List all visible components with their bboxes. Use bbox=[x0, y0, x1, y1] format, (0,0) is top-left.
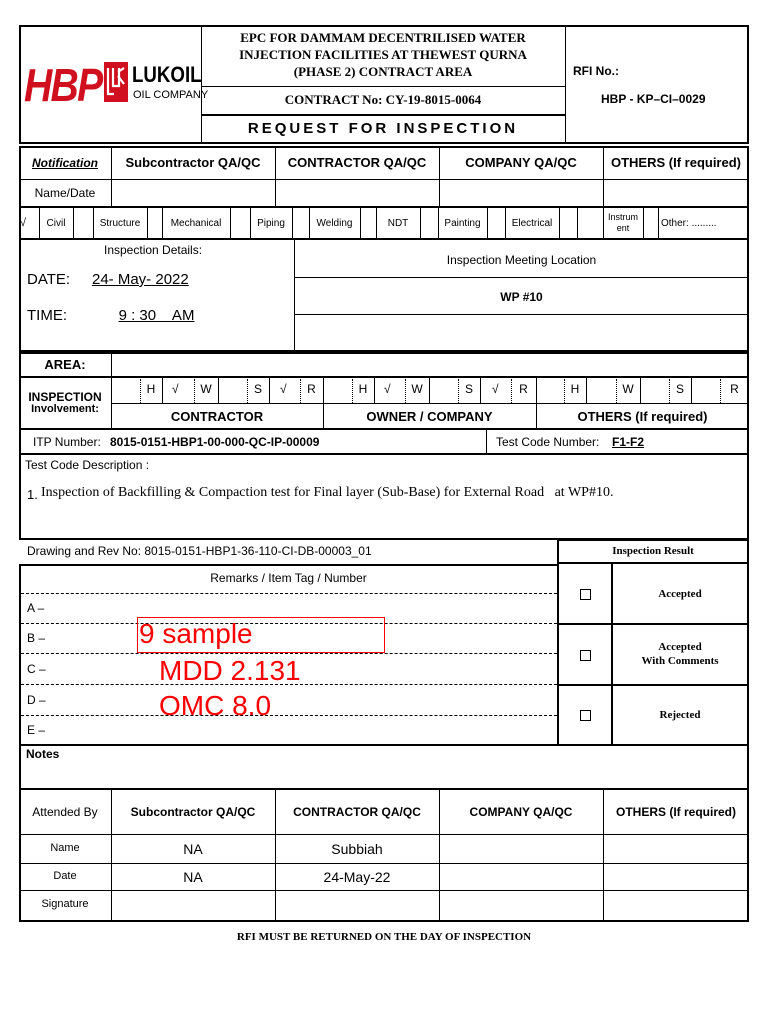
annotation-mdd: MDD 2.131 bbox=[159, 655, 301, 686]
others-code-h: H bbox=[570, 382, 580, 396]
company-logo bbox=[22, 56, 209, 116]
others-code-s: S bbox=[675, 382, 684, 396]
discipline-check: √ bbox=[20, 217, 27, 229]
area-row bbox=[19, 352, 749, 378]
time-label: TIME: bbox=[27, 307, 67, 324]
rejected-checkbox[interactable] bbox=[580, 710, 591, 721]
drawing-label: Drawing and Rev No: 8015-0151-HBP1-36-110-CI-DB-00003_01 bbox=[27, 544, 372, 558]
attend-col-subcontractor: Subcontractor QA/QC bbox=[130, 805, 256, 819]
discipline-civil: Civil bbox=[46, 218, 66, 229]
annotation-omc: OMC 8.0 bbox=[159, 690, 272, 721]
attend-name-contractor: Subbiah bbox=[331, 841, 383, 857]
remark-row-d: D – bbox=[27, 693, 46, 707]
discipline-welding: Welding bbox=[316, 218, 353, 229]
discipline-structure: Structure bbox=[99, 218, 141, 229]
owner-code-h: H bbox=[358, 382, 368, 396]
others-code-w: W bbox=[622, 382, 634, 396]
contractor-check-r: √ bbox=[280, 382, 287, 396]
test-code-value: F1-F2 bbox=[612, 435, 645, 449]
remark-row-b: B – bbox=[27, 631, 46, 645]
annotation-samples: 9 sample bbox=[139, 618, 253, 649]
test-description-label: Test Code Description : bbox=[25, 458, 150, 472]
discipline-other: Other: ......... bbox=[661, 218, 717, 229]
owner-code-w: W bbox=[411, 382, 423, 396]
contractor-code-s: S bbox=[253, 382, 262, 396]
rfi-label: RFI No.: bbox=[573, 64, 619, 78]
discipline-piping: Piping bbox=[257, 218, 285, 229]
project-title-2: INJECTION FACILITIES AT THEWEST QURNA bbox=[239, 47, 527, 62]
attend-date-contractor: 24-May-22 bbox=[323, 869, 391, 885]
owner-code-r: R bbox=[519, 382, 528, 396]
meeting-location-label: Inspection Meeting Location bbox=[446, 253, 597, 267]
contractor-check-w: √ bbox=[172, 382, 179, 396]
remark-row-e: E – bbox=[27, 723, 46, 737]
rfi-number: HBP - KP–CI–0029 bbox=[601, 92, 706, 106]
test-code-label: Test Code Number: bbox=[496, 435, 600, 449]
itp-value: 8015-0151-HBP1-00-000-QC-IP-00009 bbox=[110, 435, 320, 449]
contractor-code-w: W bbox=[200, 382, 212, 396]
contract-number: CONTRACT No: CY-19-8015-0064 bbox=[284, 92, 482, 107]
notif-col-subcontractor: Subcontractor QA/QC bbox=[125, 155, 261, 170]
owner-code-s: S bbox=[464, 382, 473, 396]
project-title-3: (PHASE 2) CONTRACT AREA bbox=[293, 64, 473, 79]
owner-check-w: √ bbox=[384, 382, 391, 396]
discipline-painting: Painting bbox=[444, 218, 481, 229]
remark-row-a: A – bbox=[27, 601, 45, 615]
contractor-code-r: R bbox=[307, 382, 316, 396]
attend-row-name-label: Name bbox=[50, 842, 80, 854]
result-rejected: Rejected bbox=[659, 709, 701, 721]
logo-hbp: HBP bbox=[24, 59, 102, 111]
others-code-r: R bbox=[730, 382, 739, 396]
test-description-text: Inspection of Backfilling & Compaction test for Final layer (Sub-Base) for External Road at WP#10. bbox=[41, 485, 614, 500]
accepted-checkbox[interactable] bbox=[580, 589, 591, 600]
name-date-label: Name/Date bbox=[34, 186, 96, 200]
party-others: OTHERS (If required) bbox=[577, 409, 708, 424]
attended-by-label: Attended By bbox=[32, 805, 98, 819]
logo-oil-company: OIL COMPANY bbox=[133, 89, 209, 101]
discipline-mechanical: Mechanical bbox=[170, 218, 222, 229]
notification-label: Notification bbox=[32, 156, 98, 170]
notes-box bbox=[19, 744, 749, 790]
date-label: DATE: bbox=[27, 271, 71, 288]
logo-lukoil: LUKOIL bbox=[132, 62, 202, 87]
result-accepted-comments-2: With Comments bbox=[641, 655, 719, 667]
contractor-code-h: H bbox=[146, 382, 156, 396]
form-title: REQUEST FOR INSPECTION bbox=[247, 120, 519, 137]
remark-row-c: C – bbox=[27, 662, 46, 676]
test-description-number: 1. bbox=[27, 487, 38, 502]
involvement-label-1: INSPECTION bbox=[28, 390, 102, 404]
itp-label: ITP Number: bbox=[33, 435, 101, 449]
attend-date-subcontractor: NA bbox=[183, 869, 203, 885]
notes-label: Notes bbox=[26, 747, 60, 761]
result-accepted: Accepted bbox=[658, 588, 702, 600]
notif-col-contractor: CONTRACTOR QA/QC bbox=[287, 155, 427, 170]
result-accepted-comments-1: Accepted bbox=[658, 641, 702, 653]
inspection-result-label: Inspection Result bbox=[612, 545, 694, 557]
attend-col-contractor: CONTRACTOR QA/QC bbox=[293, 805, 421, 819]
meeting-location-value: WP #10 bbox=[500, 290, 543, 304]
inspection-details-label: Inspection Details: bbox=[104, 243, 203, 257]
owner-check-r: √ bbox=[492, 382, 499, 396]
footer-note: RFI MUST BE RETURNED ON THE DAY OF INSPECTION bbox=[236, 931, 532, 943]
attend-row-signature-label: Signature bbox=[41, 898, 89, 910]
party-owner: OWNER / COMPANY bbox=[366, 409, 493, 424]
time-value: 9 : 30 AM bbox=[118, 307, 195, 324]
notif-col-others: OTHERS (If required) bbox=[610, 155, 741, 170]
notif-col-company: COMPANY QA/QC bbox=[465, 155, 577, 170]
project-title-1: EPC FOR DAMMAM DECENTRILISED WATER bbox=[240, 30, 526, 45]
attend-col-others: OTHERS (If required) bbox=[615, 805, 736, 819]
involvement-label-2: Involvement: bbox=[31, 403, 99, 415]
area-label: AREA: bbox=[44, 357, 86, 372]
attend-col-company: COMPANY QA/QC bbox=[469, 805, 573, 819]
party-contractor: CONTRACTOR bbox=[170, 409, 264, 424]
accepted-with-comments-checkbox[interactable] bbox=[580, 650, 591, 661]
date-value: 24- May- 2022 bbox=[92, 271, 189, 288]
lukoil-emblem-icon bbox=[104, 62, 128, 102]
remarks-header: Remarks / Item Tag / Number bbox=[210, 571, 367, 585]
attend-row-date-label: Date bbox=[53, 870, 77, 882]
attend-name-subcontractor: NA bbox=[183, 841, 203, 857]
discipline-ndt: NDT bbox=[387, 218, 409, 229]
discipline-electrical: Electrical bbox=[511, 218, 553, 229]
discipline-instrument: Instrum ent bbox=[607, 212, 638, 233]
